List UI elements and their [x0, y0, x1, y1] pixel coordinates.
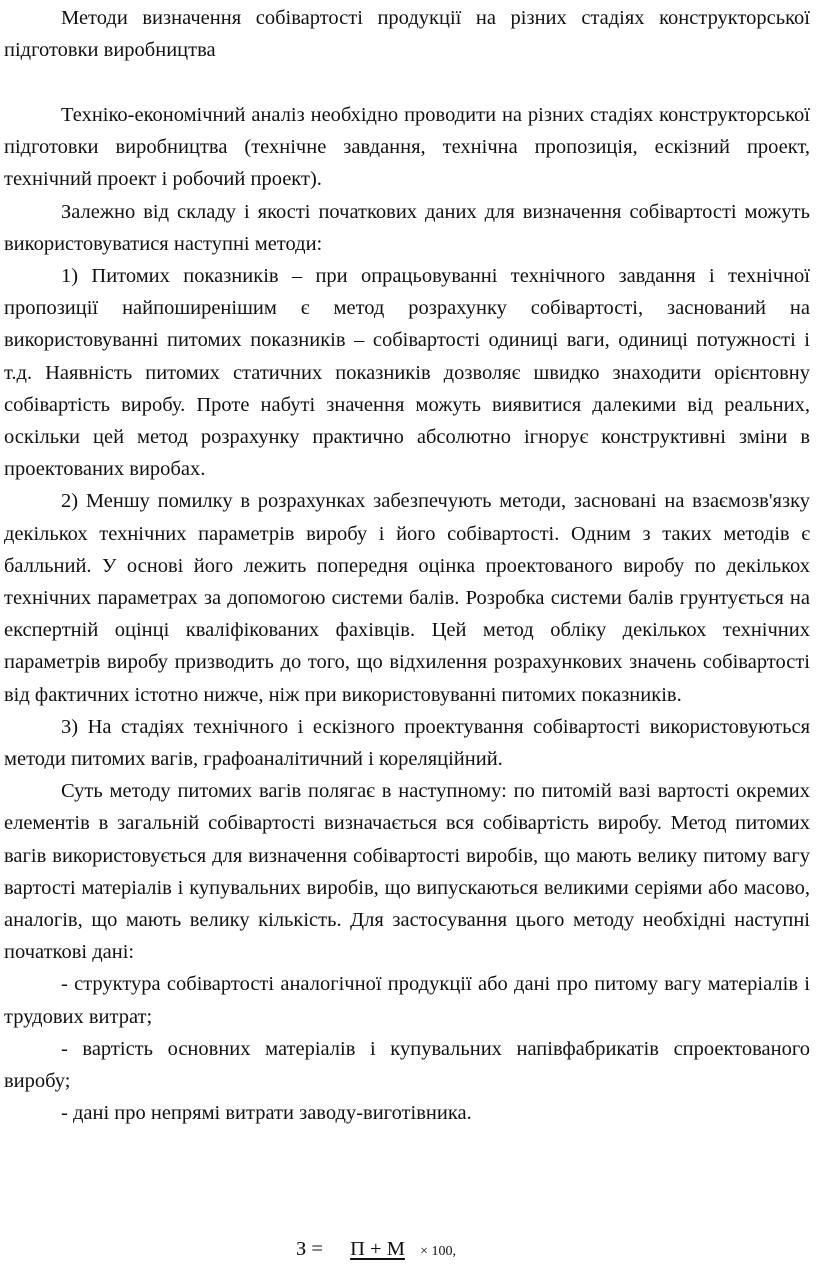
- formula-lhs: З =: [296, 1238, 323, 1260]
- formula-multiplier: × 100,: [420, 1244, 456, 1259]
- blank-line: [4, 66, 810, 99]
- paragraph-method-3: 3) На стадіях технічного і ескізного проектування собівартості використовуються методи питомих вагів, графоаналітичний і кореляційний.: [4, 715, 810, 771]
- paragraph-specific-weights: Суть методу питомих вагів полягає в наступному: по питомій вазі вартості окремих елементів в загальній собівартості визначається вся собівартість виробу. Метод питомих вагів використовується для визначення собівартості виробів, що мають велику питому вагу вартості матеріалів і купувальних виробів, що випускаються великими серіями або масово, аналогів, що мають велику кількість. Для застосування цього методу необхідні наступні початкові дані:: [4, 780, 810, 964]
- section-title: Методи визначення собівартості продукції на різних стадіях конструкторської підготовки виробництва: [4, 7, 810, 61]
- list-item-cost-structure: - структура собівартості аналогічної продукції або дані про питому вагу матеріалів і трудових витрат;: [4, 973, 810, 1028]
- paragraph-method-1: 1) Питомих показників – при опрацьовуванні технічного завдання і технічної пропозиції найпоширенішим є метод розрахунку собівартості, заснований на використовуванні питомих показників – собівартості одиниці ваги, одиниці потужності і т.д. Наявність питомих статичних показників дозволяє швидко знаходити орієнтовну собівартість виробу. Проте набуті значення можуть виявитися далекими від реальних, оскільки цей метод розрахунку практично абсолютно ігнорує конструктивні зміни в проектованих виробах.: [4, 265, 810, 481]
- list-item-material-cost: - вартість основних матеріалів і купувальних напівфабрикатів спроектованого виробу;: [4, 1037, 810, 1093]
- paragraph-method-2: 2) Меншу помилку в розрахунках забезпечують методи, засновані на взаємозв'язку декількох технічних параметрів виробу і його собівартості. Одним з таких методів є балльний. У основі його лежить попередня оцінка проектованого виробу по декількох технічних параметрах за допомогою системи балів. Розробка системи балів грунтується на експертній оцінці кваліфікованих фахівців. Цей метод обліку декількох технічних параметрів виробу призводить до того, що відхилення розрахункових значень собівартості від фактичних істотно нижче, ніж при використовуванні питомих показників.: [4, 490, 810, 706]
- paragraph-methods-lead: Залежно від складу і якості початкових даних для визначення собівартості можуть використовуватися наступні методи:: [4, 200, 810, 255]
- list-item-indirect-costs: - дані про непрямі витрати заводу-виготівника.: [61, 1102, 472, 1125]
- formula-numerator: П + М: [350, 1238, 405, 1260]
- paragraph-intro: Техніко-економічний аналіз необхідно проводити на різних стадіях конструкторської підготовки виробництва (технічне завдання, технічна пропозиція, ескізний проект, технічний проект і робочий проект).: [4, 104, 810, 191]
- cost-formula: [296, 1233, 456, 1268]
